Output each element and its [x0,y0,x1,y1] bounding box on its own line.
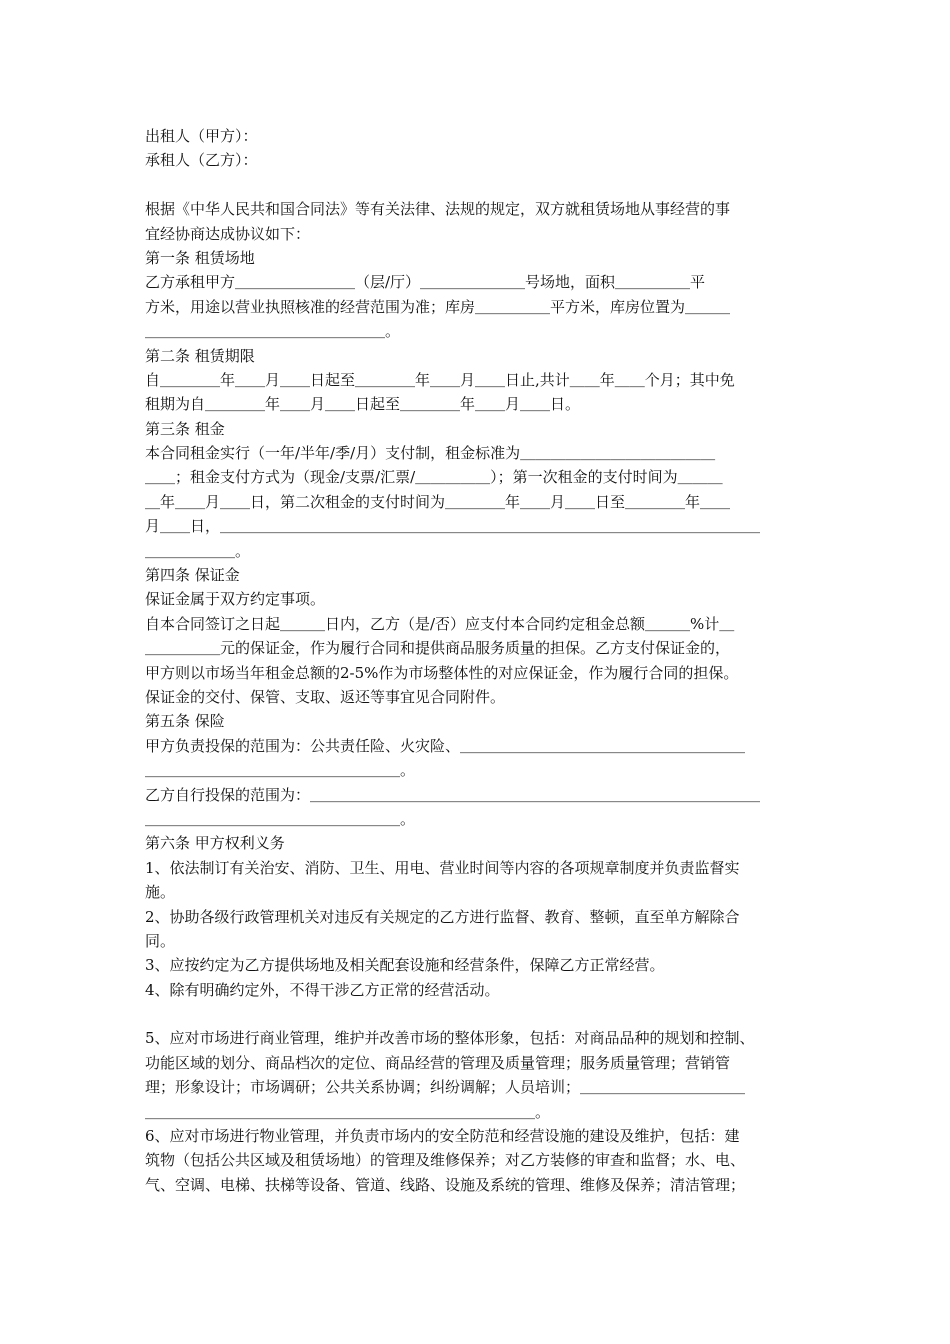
document-line: 自＿＿＿＿年＿＿月＿＿日起至＿＿＿＿年＿＿月＿＿日止,共计＿＿年＿＿个月；其中免 [145,370,735,389]
document-line: 第五条 保险 [145,712,225,731]
document-line: 施。 [145,883,176,902]
document-line: 筑物（包括公共区域及租赁场地）的管理及维修保养；对乙方装修的审查和监督；水、电、 [145,1151,746,1170]
document-line: 6、应对市场进行物业管理，并负责市场内的安全防范和经营设施的建设及维护，包括：建 [145,1127,740,1146]
document-line: 保证金的交付、保管、支取、返还等事宜见合同附件。 [145,687,506,706]
document-line: 第六条 甲方权利义务 [145,834,285,853]
document-line: 理；形象设计；市场调研；公共关系协调；纠纷调解；人员培训；＿＿＿＿＿＿＿＿＿＿＿ [145,1078,746,1097]
document-line: 4、除有明确约定外，不得干涉乙方正常的经营活动。 [145,980,500,999]
document-line: 根据《中华人民共和国合同法》等有关法律、法规的规定，双方就租赁场地从事经营的事 [145,200,731,219]
document-line: ＿＿＿＿＿＿＿＿＿＿＿＿＿＿＿＿＿＿＿＿＿＿＿＿＿＿。 [145,1102,551,1121]
document-line: 自本合同签订之日起＿＿＿日内，乙方（是/否）应支付本合同约定租金总额＿＿＿%计＿ [145,614,735,633]
document-line: 第三条 租金 [145,419,225,438]
document-line: ＿＿＿＿＿＿＿＿＿＿＿＿＿＿＿＿。 [145,322,401,341]
document-line: 宜经协商达成协议如下： [145,224,311,243]
document-line: 月＿＿日，＿＿＿＿＿＿＿＿＿＿＿＿＿＿＿＿＿＿＿＿＿＿＿＿＿＿＿＿＿＿＿＿＿＿＿＿ [145,517,761,536]
document-line: 租期为自＿＿＿＿年＿＿月＿＿日起至＿＿＿＿年＿＿月＿＿日。 [145,395,581,414]
document-line: 同。 [145,931,176,950]
document-line: 本合同租金实行（一年/半年/季/月）支付制，租金标准为＿＿＿＿＿＿＿＿＿＿＿＿＿ [145,444,716,463]
document-line: 甲方负责投保的范围为：公共责任险、火灾险、＿＿＿＿＿＿＿＿＿＿＿＿＿＿＿＿＿＿＿ [145,736,746,755]
contract-document [145,124,805,1197]
document-line: 乙方自行投保的范围为：＿＿＿＿＿＿＿＿＿＿＿＿＿＿＿＿＿＿＿＿＿＿＿＿＿＿＿＿＿＿ [145,785,761,804]
document-line: 出租人（甲方）： [145,127,258,145]
document-line: 第二条 租赁期限 [145,346,255,365]
document-line: 5、应对市场进行商业管理，维护并改善市场的整体形象，包括：对商品品种的规划和控制、 [145,1029,755,1048]
document-line: 气、空调、电梯、扶梯等设备、管道、线路、设施及系统的管理、维修及保养；清洁管理； [145,1175,746,1194]
document-line: ＿＿＿＿＿＿＿＿＿＿＿＿＿＿＿＿＿。 [145,809,416,828]
blank-line [145,173,805,197]
document-line: ＿年＿＿月＿＿日，第二次租金的支付时间为＿＿＿＿年＿＿月＿＿日至＿＿＿＿年＿＿ [145,492,731,511]
document-line: ＿＿＿＿＿＿。 [145,541,251,560]
blank-line [145,1002,805,1026]
document-line: ＿＿；租金支付方式为（现金/支票/汇票/＿＿＿＿＿）；第一次租金的支付时间为＿＿＿ [145,468,723,487]
document-line: 2、协助各级行政管理机关对违反有关规定的乙方进行监督、教育、整顿，直至单方解除合 [145,907,740,926]
document-line: 第四条 保证金 [145,566,240,585]
document-line: 方米，用途以营业执照核准的经营范围为准；库房＿＿＿＿＿平方米，库房位置为＿＿＿ [145,297,731,316]
document-line: 乙方承租甲方＿＿＿＿＿＿＿＿（层/厅）＿＿＿＿＿＿＿号场地，面积＿＿＿＿＿平 [145,273,706,292]
document-line: ＿＿＿＿＿＿＿＿＿＿＿＿＿＿＿＿＿。 [145,761,416,780]
document-line: ＿＿＿＿＿元的保证金，作为履行合同和提供商品服务质量的担保。乙方支付保证金的， [145,639,731,658]
document-line: 第一条 租赁场地 [145,248,255,267]
document-line: 功能区域的划分、商品档次的定位、商品经营的管理及质量管理；服务质量管理；营销管 [145,1053,731,1072]
document-line: 甲方则以市场当年租金总额的2-5%作为市场整体性的对应保证金，作为履行合同的担保。 [145,663,739,682]
document-line: 1、依法制订有关治安、消防、卫生、用电、营业时间等内容的各项规章制度并负责监督实 [145,858,740,877]
document-line: 承租人（乙方）： [145,151,258,170]
document-line: 3、应按约定为乙方提供场地及相关配套设施和经营条件，保障乙方正常经营。 [145,956,665,975]
document-line: 保证金属于双方约定事项。 [145,590,326,609]
